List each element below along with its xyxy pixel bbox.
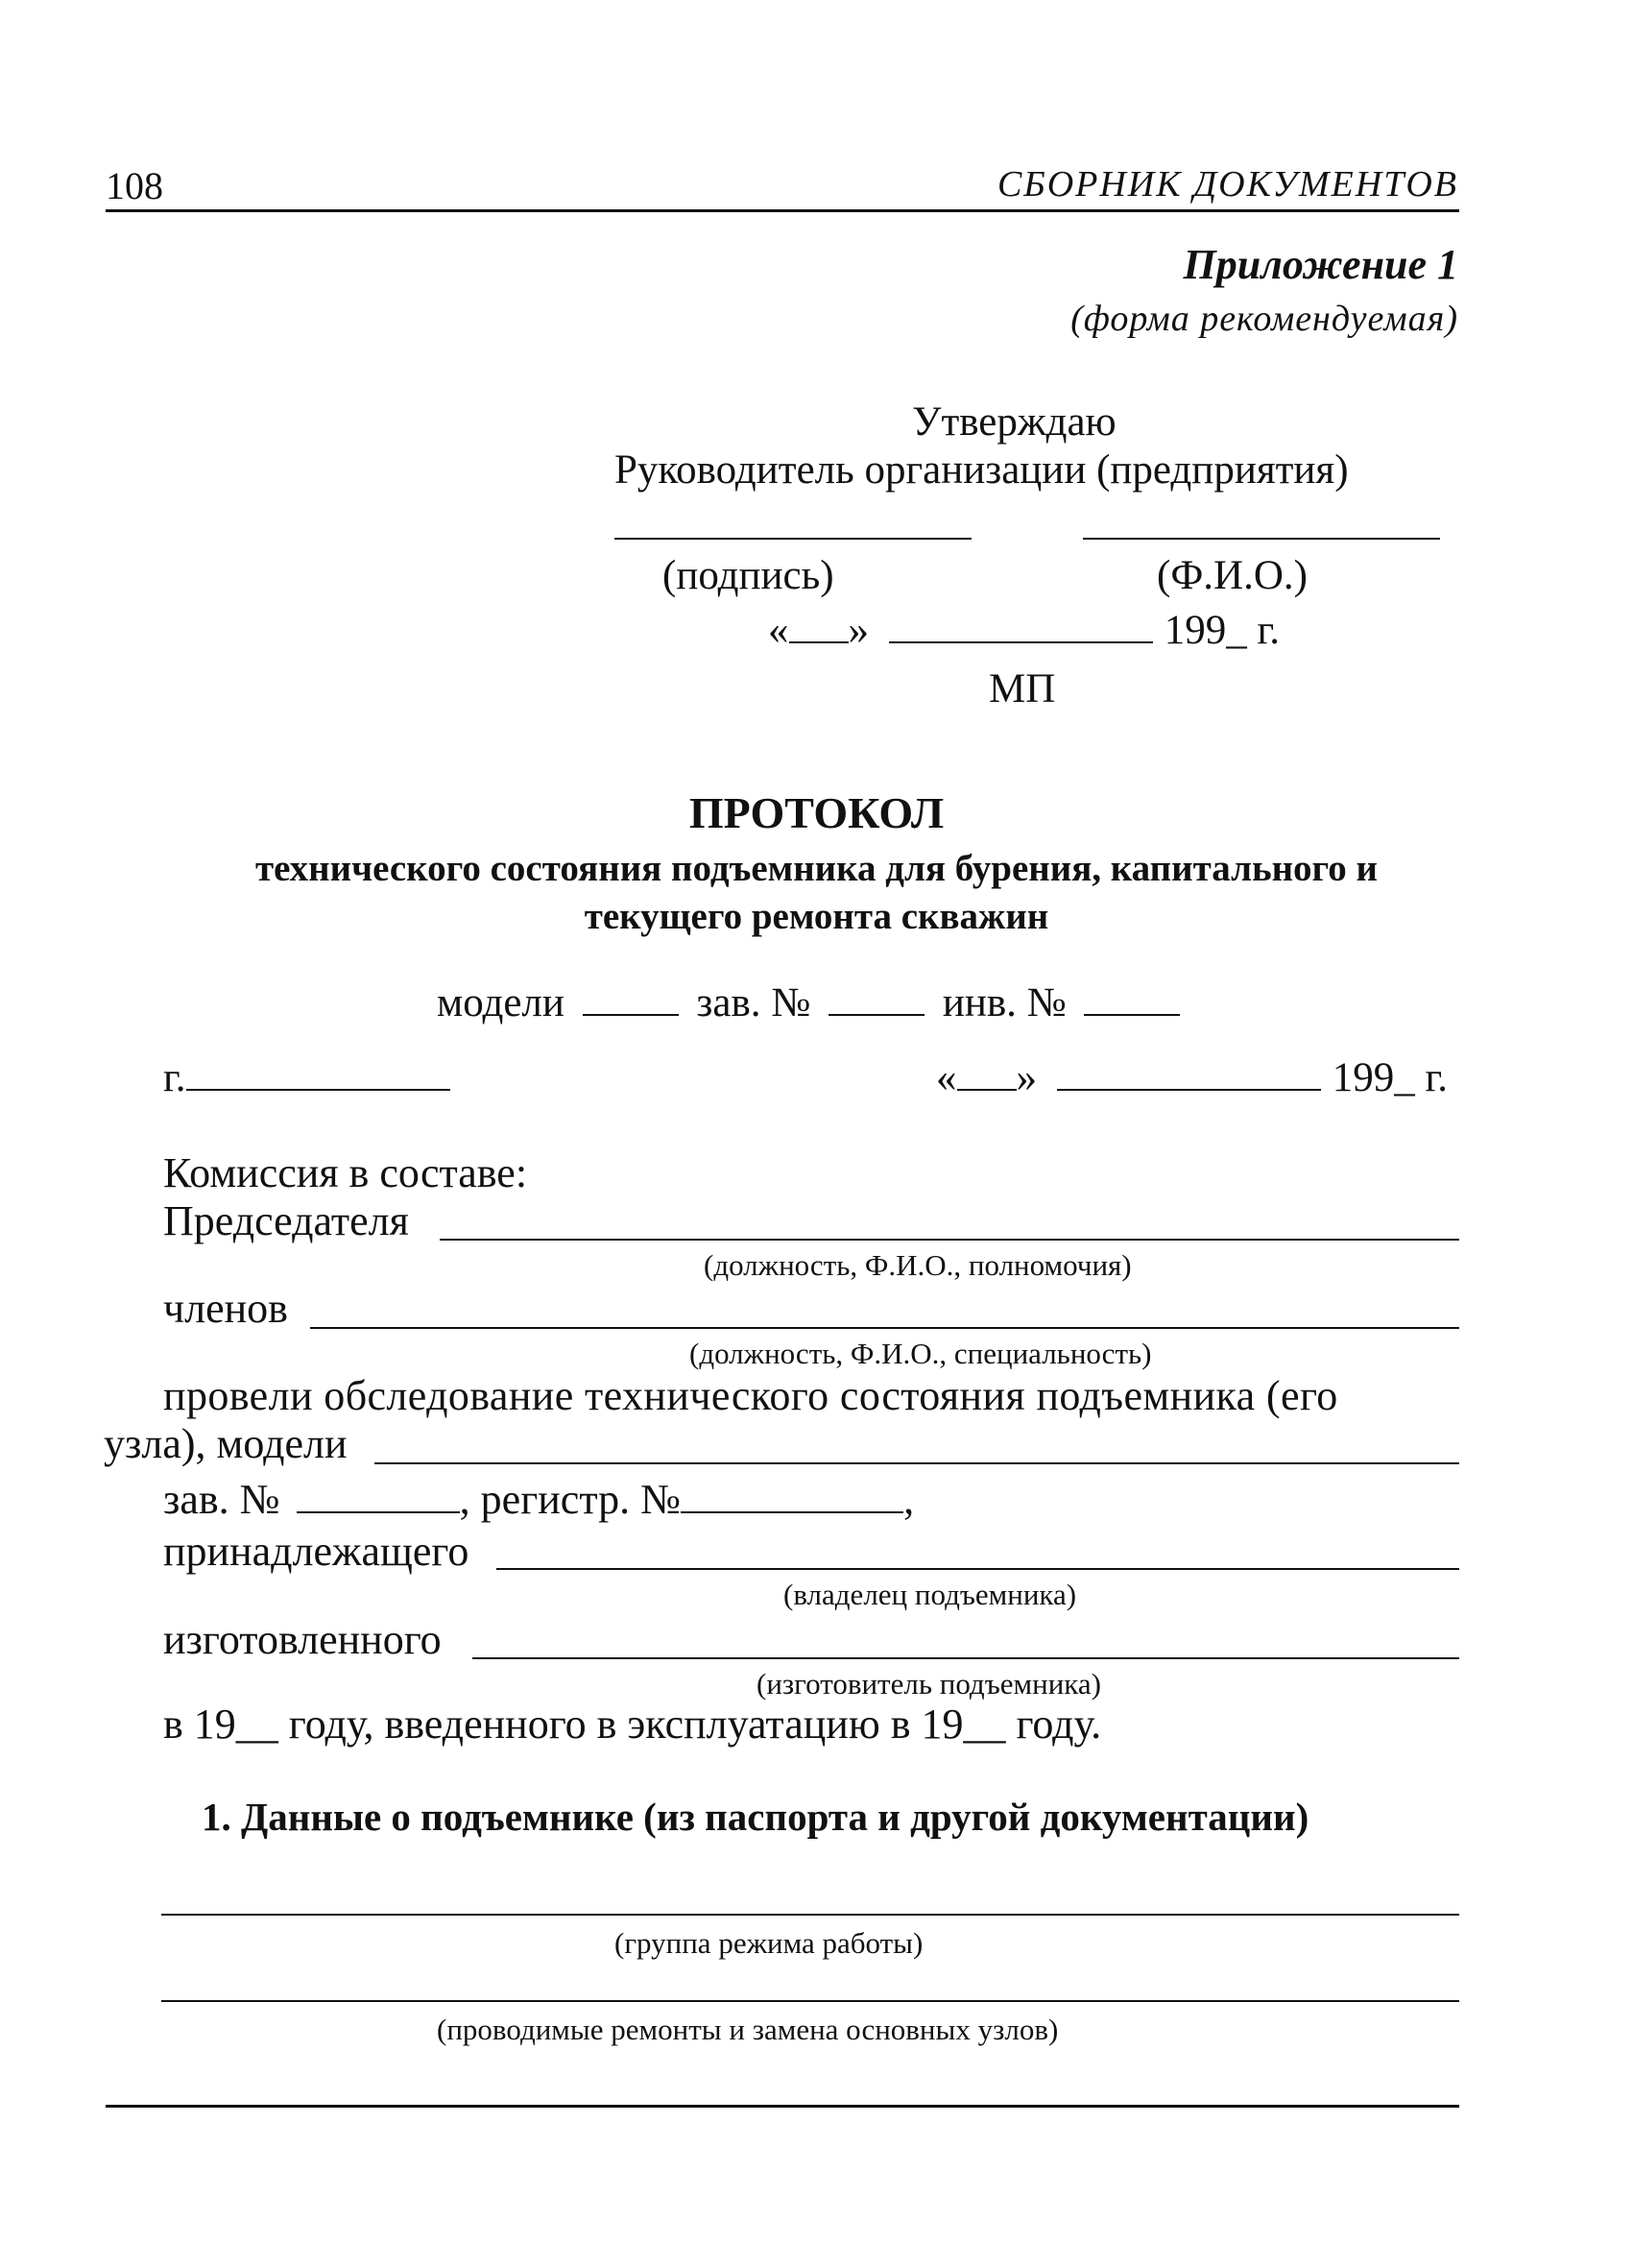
members-line [310, 1327, 1459, 1329]
document-subtitle-text: технического состояния подъемника для бурения, капитального и текущего ремонта скважин [254, 848, 1379, 937]
date-close-quote: » [848, 608, 869, 653]
name-caption: (Ф.И.О.) [1157, 553, 1308, 598]
owner-caption: (владелец подъемника) [783, 1578, 1077, 1611]
model-line [437, 979, 1180, 1026]
section-1-heading: 1. Данные о подъемнике (из паспорта и другой документации) [202, 1795, 1309, 1839]
document-title: ПРОТОКОЛ [688, 788, 945, 837]
inventory-label: инв. № [942, 980, 1067, 1025]
appendix-label: Приложение 1 [1183, 241, 1458, 288]
survey-line-1: провели обследование технического состояния подъемника (его [163, 1372, 1338, 1419]
manufacturer-caption: (изготовитель подъемника) [756, 1667, 1101, 1701]
approval-date-line [768, 607, 1280, 654]
approval-year: 199_ г. [1164, 608, 1281, 653]
serial-label: зав. № [696, 980, 811, 1025]
model-label: модели [437, 980, 564, 1025]
operating-group-line [161, 1914, 1459, 1916]
signature-line [614, 538, 972, 540]
manufactured-label: изготовленного [163, 1616, 442, 1663]
footer-rule [106, 2105, 1459, 2108]
inventory-blank [1084, 981, 1180, 1016]
serial-blank-2 [297, 1479, 460, 1513]
trailing-comma: , [903, 1476, 915, 1523]
chair-line [440, 1239, 1459, 1241]
approval-role: Руководитель организации (предприятия) [614, 447, 1349, 493]
approval-title: Утверждаю [912, 399, 1117, 445]
owner-line [496, 1568, 1459, 1570]
day-blank-2 [957, 1056, 1017, 1091]
manufacturer-line [472, 1657, 1459, 1659]
signature-caption: (подпись) [662, 553, 834, 598]
city-blank [186, 1056, 450, 1091]
repairs-caption: (проводимые ремонты и замена основных узлов) [437, 2013, 1059, 2046]
operating-group-caption: (группа режима работы) [614, 1926, 924, 1960]
form-note: (форма рекомендуемая) [1070, 299, 1458, 339]
serial-blank [829, 981, 925, 1016]
document-subtitle [0, 845, 1633, 941]
registration-blank [681, 1479, 903, 1513]
commission-intro: Комиссия в составе: [163, 1149, 528, 1196]
running-head: СБОРНИК ДОКУМЕНТОВ [997, 164, 1458, 205]
chair-label: Председателя [163, 1197, 409, 1244]
month-blank-2 [1057, 1056, 1321, 1091]
protocol-year: 199_ г. [1332, 1055, 1449, 1100]
registration-label: , регистр. № [459, 1476, 682, 1523]
page-number: 108 [106, 164, 163, 207]
members-label: членов [163, 1285, 288, 1332]
chair-caption: (должность, Ф.И.О., полномочия) [704, 1248, 1132, 1282]
stamp-label: МП [989, 666, 1056, 712]
model-blank [583, 981, 679, 1016]
date-close-quote-2: » [1016, 1055, 1037, 1100]
date-open-quote-2: « [936, 1055, 957, 1100]
city-label: г. [163, 1055, 186, 1100]
survey-model-line [374, 1462, 1459, 1464]
header-rule [106, 209, 1459, 212]
owner-label: принадлежащего [163, 1528, 469, 1575]
protocol-date-line [936, 1054, 1448, 1101]
name-line [1083, 538, 1440, 540]
month-blank [889, 609, 1153, 643]
repairs-line [161, 2000, 1459, 2002]
serial-registration-line [163, 1475, 914, 1524]
day-blank [789, 609, 849, 643]
members-caption: (должность, Ф.И.О., специальность) [689, 1337, 1152, 1370]
date-open-quote: « [768, 608, 789, 653]
serial-label-2: зав. № [163, 1476, 280, 1523]
survey-line-2: узла), модели [104, 1420, 348, 1467]
years-line: в 19__ году, введенного в эксплуатацию в 19__ году. [163, 1701, 1102, 1748]
city-line [163, 1054, 450, 1101]
